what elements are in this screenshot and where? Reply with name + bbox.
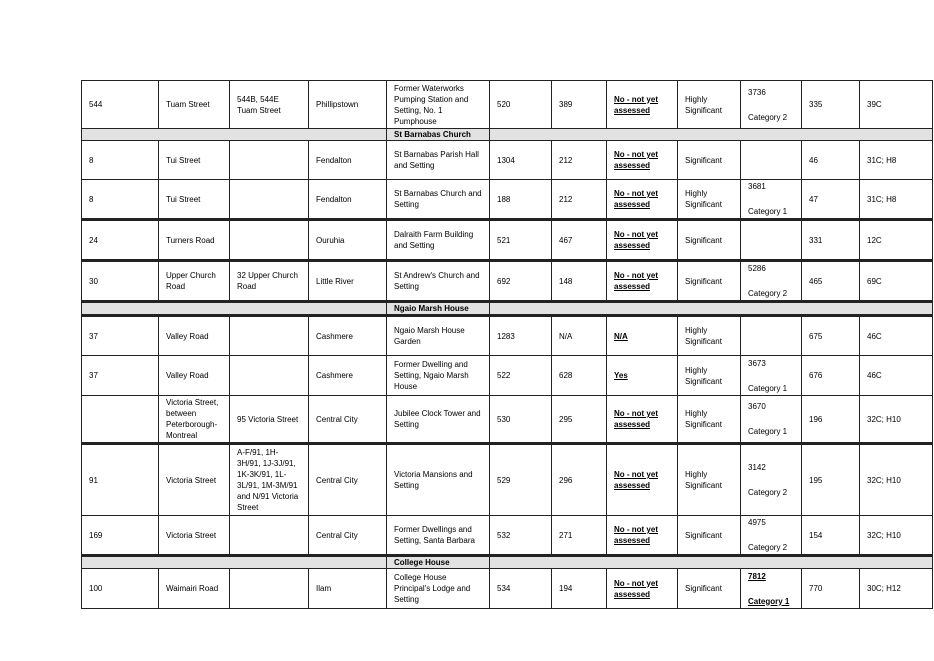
assessed-text: No - not yet assessed [614,94,658,115]
street-cell [159,396,230,444]
significance-text: Highly Significant [685,326,722,346]
heritage-id-text: 530 [497,414,511,424]
planning-map-text: 39C [867,100,882,109]
item-name-cell [387,516,490,556]
suburb-text: Central City [316,414,358,424]
suburb-cell [309,356,387,396]
heritage-schedule-table [81,80,933,609]
suburb-cell [309,316,387,356]
significance-cell [678,569,741,609]
assessment-id-text: 628 [559,371,573,380]
nzhpt-number: 3736 [748,87,766,97]
item-number-text: 676 [809,371,823,380]
item-number-cell [802,261,860,302]
item-name-text: Former Waterworks Pumping Station and Setting, No. 1 Pumphouse [394,83,469,126]
item-name-cell [387,396,490,444]
planning-map-cell [860,261,933,302]
address-cell [230,81,309,129]
street-text: Tui Street [166,194,201,204]
planning-map-cell [860,516,933,556]
number-cell [82,220,159,261]
assessed-text: No - not yet assessed [614,271,658,291]
heritage-id-text: 532 [497,530,511,540]
number-text: 544 [89,100,103,109]
significance-cell [678,444,741,516]
address-cell [230,141,309,180]
group-blank-cell [490,302,933,316]
suburb-text: Cashmere [316,331,353,341]
assessed-text: Yes [614,371,628,380]
number-cell [82,444,159,516]
item-name-text: Jubilee Clock Tower and Setting [394,409,481,429]
number-text: 24 [89,235,98,245]
assessment-id-cell [552,356,607,396]
heritage-id-cell [490,396,552,444]
assessment-id-text: N/A [559,331,573,341]
suburb-text: Ilam [316,584,332,593]
suburb-text: Fendalton [316,155,352,165]
suburb-cell [309,516,387,556]
table-row [82,261,933,302]
significance-cell [678,396,741,444]
number-cell [82,396,159,444]
street-text: Upper Church Road [166,271,216,291]
item-number-text: 47 [809,194,818,204]
significance-cell [678,356,741,396]
number-text: 8 [89,194,94,204]
nzhpt-category: Category 1 [748,427,788,436]
assessed-cell [607,444,678,516]
table-row [82,569,933,609]
item-name-text: Victoria Mansions and Setting [394,470,473,490]
assessment-id-text: 295 [559,414,573,424]
item-number-cell [802,569,860,609]
nzhpt-number: 3670 [748,402,766,411]
assessed-text: No - not yet assessed [614,409,658,429]
street-cell [159,180,230,220]
nzhpt-number: 3681 [748,182,766,191]
nzhpt-cell [741,396,802,444]
assessed-cell [607,141,678,180]
number-cell [82,356,159,396]
table-row [82,220,933,261]
street-text: Tuam Street [166,100,210,109]
suburb-text: Phillipstown [316,100,359,109]
item-name-text: Former Dwelling and Setting, Ngaio Marsh House [394,360,469,391]
address-cell [230,569,309,609]
heritage-id-cell [490,444,552,516]
item-name-cell [387,180,490,220]
item-number-cell [802,180,860,220]
table-row [82,316,933,356]
heritage-id-cell [490,180,552,220]
item-number-cell [802,81,860,129]
planning-map-cell [860,141,933,180]
nzhpt-category: Category 2 [748,488,788,497]
address-text: 544B, 544E Tuam Street [237,94,281,115]
street-cell [159,81,230,129]
street-text: Victoria Street [166,530,217,540]
heritage-id-cell [490,81,552,129]
street-cell [159,356,230,396]
nzhpt-number: 5286 [748,264,766,273]
address-text: 32 Upper Church Road [237,271,298,291]
table-row [82,81,933,129]
assessment-id-cell [552,180,607,220]
item-number-text: 335 [809,100,823,109]
group-title: College House [387,556,490,569]
assessment-id-text: 389 [559,100,573,109]
street-cell [159,569,230,609]
table-row [82,180,933,220]
nzhpt-cell [741,516,802,556]
item-name-text: St Andrew's Church and Setting [394,271,480,291]
item-name-cell [387,220,490,261]
assessed-text: No - not yet assessed [614,150,658,170]
suburb-cell [309,261,387,302]
group-title: Ngaio Marsh House [387,302,490,316]
planning-map-text: 32C; H10 [867,414,901,424]
address-cell [230,180,309,220]
number-cell [82,516,159,556]
item-number-text: 196 [809,414,823,424]
item-number-cell [802,356,860,396]
item-number-cell [802,396,860,444]
suburb-text: Little River [316,276,354,286]
item-name-cell [387,141,490,180]
street-cell [159,261,230,302]
planning-map-text: 31C; H8 [867,155,897,165]
assessment-id-cell [552,220,607,261]
planning-map-text: 69C [867,276,882,286]
number-cell [82,569,159,609]
heritage-id-text: 522 [497,371,511,380]
suburb-cell [309,396,387,444]
assessment-id-text: 212 [559,155,573,165]
street-cell [159,316,230,356]
number-text: 100 [89,584,103,593]
nzhpt-number: 3673 [748,358,766,368]
planning-map-cell [860,356,933,396]
heritage-id-cell [490,141,552,180]
item-name-text: Ngaio Marsh House Garden [394,326,465,346]
suburb-cell [309,569,387,609]
group-blank-cell [490,556,933,569]
group-blank-cell [82,556,387,569]
heritage-id-text: 692 [497,276,511,286]
address-cell [230,396,309,444]
heritage-id-cell [490,569,552,609]
number-text: 37 [89,331,98,341]
significance-cell [678,261,741,302]
significance-cell [678,180,741,220]
assessment-id-cell [552,444,607,516]
heritage-id-cell [490,316,552,356]
significance-text: Highly Significant [685,189,722,209]
street-cell [159,141,230,180]
planning-map-cell [860,81,933,129]
number-text: 30 [89,276,98,286]
significance-text: Highly Significant [685,409,722,429]
assessed-cell [607,81,678,129]
item-name-cell [387,261,490,302]
planning-map-text: 46C [867,371,882,380]
group-heading-row [82,302,933,316]
suburb-text: Cashmere [316,371,353,380]
assessed-cell [607,180,678,220]
significance-text: Significant [685,530,722,540]
number-text: 169 [89,530,103,540]
assessed-cell [607,516,678,556]
heritage-id-cell [490,516,552,556]
nzhpt-category: Category 2 [748,289,788,298]
item-name-text: St Barnabas Church and Setting [394,189,482,209]
planning-map-cell [860,396,933,444]
suburb-text: Ouruhia [316,235,345,245]
nzhpt-category: Category 1 [748,383,788,393]
assessed-text: No - not yet assessed [614,525,658,545]
planning-map-cell [860,444,933,516]
address-cell [230,316,309,356]
assessed-cell [607,569,678,609]
item-number-text: 675 [809,331,823,341]
item-name-cell [387,569,490,609]
number-cell [82,141,159,180]
planning-map-text: 32C; H10 [867,530,901,540]
assessed-cell [607,261,678,302]
assessed-text: No - not yet assessed [614,470,658,490]
group-heading-row [82,556,933,569]
nzhpt-number: 7812 [748,571,766,581]
number-cell [82,261,159,302]
item-name-cell [387,444,490,516]
group-blank-cell [82,302,387,316]
assessment-id-cell [552,81,607,129]
nzhpt-cell [741,444,802,516]
significance-text: Highly Significant [685,365,722,386]
number-text: 37 [89,371,98,380]
assessment-id-text: 271 [559,530,573,540]
nzhpt-cell [741,261,802,302]
street-text: Valley Road [166,331,209,341]
nzhpt-category: Category 2 [748,543,788,552]
item-name-cell [387,316,490,356]
planning-map-cell [860,220,933,261]
assessed-text: No - not yet assessed [614,578,658,599]
nzhpt-category: Category 2 [748,112,788,122]
heritage-id-text: 1304 [497,155,515,165]
suburb-text: Central City [316,530,358,540]
significance-text: Highly Significant [685,94,722,115]
nzhpt-cell [741,180,802,220]
number-cell [82,81,159,129]
planning-map-text: 31C; H8 [867,194,897,204]
assessment-id-cell [552,396,607,444]
significance-text: Significant [685,276,722,286]
planning-map-text: 30C; H12 [867,584,901,593]
street-text: Victoria Street, between Peterborough-Montreal [166,398,219,440]
suburb-cell [309,141,387,180]
heritage-id-text: 529 [497,475,511,485]
address-cell [230,261,309,302]
item-number-cell [802,516,860,556]
address-cell [230,356,309,396]
item-name-text: Former Dwellings and Setting, Santa Barbara [394,525,475,545]
nzhpt-number: 3142 [748,463,766,472]
heritage-id-cell [490,220,552,261]
assessment-id-text: 148 [559,276,573,286]
significance-cell [678,220,741,261]
heritage-id-cell [490,261,552,302]
significance-cell [678,316,741,356]
planning-map-text: 12C [867,235,882,245]
group-heading-row [82,129,933,141]
item-number-text: 195 [809,475,823,485]
number-text: 8 [89,155,94,165]
item-number-text: 465 [809,276,823,286]
nzhpt-cell [741,220,802,261]
item-number-cell [802,220,860,261]
street-text: Turners Road [166,235,215,245]
nzhpt-cell [741,569,802,609]
nzhpt-cell [741,316,802,356]
planning-map-cell [860,180,933,220]
street-cell [159,444,230,516]
number-cell [82,180,159,220]
suburb-cell [309,220,387,261]
suburb-text: Fendalton [316,194,352,204]
heritage-id-text: 1283 [497,331,515,341]
nzhpt-cell [741,356,802,396]
street-cell [159,220,230,261]
planning-map-cell [860,569,933,609]
address-cell [230,516,309,556]
street-text: Tui Street [166,155,201,165]
planning-map-text: 46C [867,331,882,341]
table-row [82,396,933,444]
number-cell [82,316,159,356]
address-text: A-F/91, 1H-3H/91, 1J-3J/91, 1K-3K/91, 1L-3L/91, 1M-3M/91 and N/91 Victoria Street [237,448,299,512]
group-blank-cell [490,129,933,141]
assessment-id-cell [552,316,607,356]
street-cell [159,516,230,556]
heritage-id-cell [490,356,552,396]
item-name-text: Dalraith Farm Building and Setting [394,230,474,250]
heritage-id-text: 534 [497,584,511,593]
significance-cell [678,516,741,556]
item-number-text: 331 [809,235,823,245]
planning-map-cell [860,316,933,356]
table-row [82,516,933,556]
suburb-cell [309,180,387,220]
assessment-id-text: 212 [559,194,573,204]
item-number-cell [802,316,860,356]
street-text: Valley Road [166,371,209,380]
significance-text: Significant [685,155,722,165]
assessed-cell [607,220,678,261]
suburb-text: Central City [316,475,358,485]
assessment-id-text: 467 [559,235,573,245]
item-number-text: 46 [809,155,818,165]
address-cell [230,444,309,516]
number-text: 91 [89,475,98,485]
item-number-cell [802,141,860,180]
item-name-cell [387,356,490,396]
assessment-id-cell [552,141,607,180]
assessed-cell [607,356,678,396]
item-number-cell [802,444,860,516]
street-text: Victoria Street [166,475,217,485]
assessment-id-text: 194 [559,584,573,593]
item-name-text: St Barnabas Parish Hall and Setting [394,150,479,170]
nzhpt-category: Category 1 [748,207,788,216]
street-text: Waimairi Road [166,584,219,593]
nzhpt-number: 4975 [748,518,766,527]
address-text: 95 Victoria Street [237,414,299,424]
significance-cell [678,81,741,129]
significance-text: Highly Significant [685,470,722,490]
suburb-cell [309,444,387,516]
assessed-cell [607,316,678,356]
nzhpt-cell [741,141,802,180]
heritage-id-text: 188 [497,194,511,204]
item-name-cell [387,81,490,129]
assessed-text: No - not yet assessed [614,230,658,250]
heritage-id-text: 521 [497,235,511,245]
significance-text: Significant [685,584,722,593]
group-title: St Barnabas Church [387,129,490,141]
address-cell [230,220,309,261]
assessment-id-text: 296 [559,475,573,485]
suburb-cell [309,81,387,129]
nzhpt-cell [741,81,802,129]
table-row [82,141,933,180]
group-blank-cell [82,129,387,141]
assessed-text: N/A [614,331,628,341]
assessment-id-cell [552,569,607,609]
table-row [82,444,933,516]
assessment-id-cell [552,516,607,556]
significance-cell [678,141,741,180]
planning-map-text: 32C; H10 [867,475,901,485]
significance-text: Significant [685,235,722,245]
assessment-id-cell [552,261,607,302]
heritage-id-text: 520 [497,100,511,109]
item-number-text: 770 [809,584,823,593]
item-number-text: 154 [809,530,823,540]
assessed-cell [607,396,678,444]
nzhpt-category: Category 1 [748,596,790,606]
table-row [82,356,933,396]
assessed-text: No - not yet assessed [614,189,658,209]
item-name-text: College House Principal's Lodge and Setting [394,573,471,604]
